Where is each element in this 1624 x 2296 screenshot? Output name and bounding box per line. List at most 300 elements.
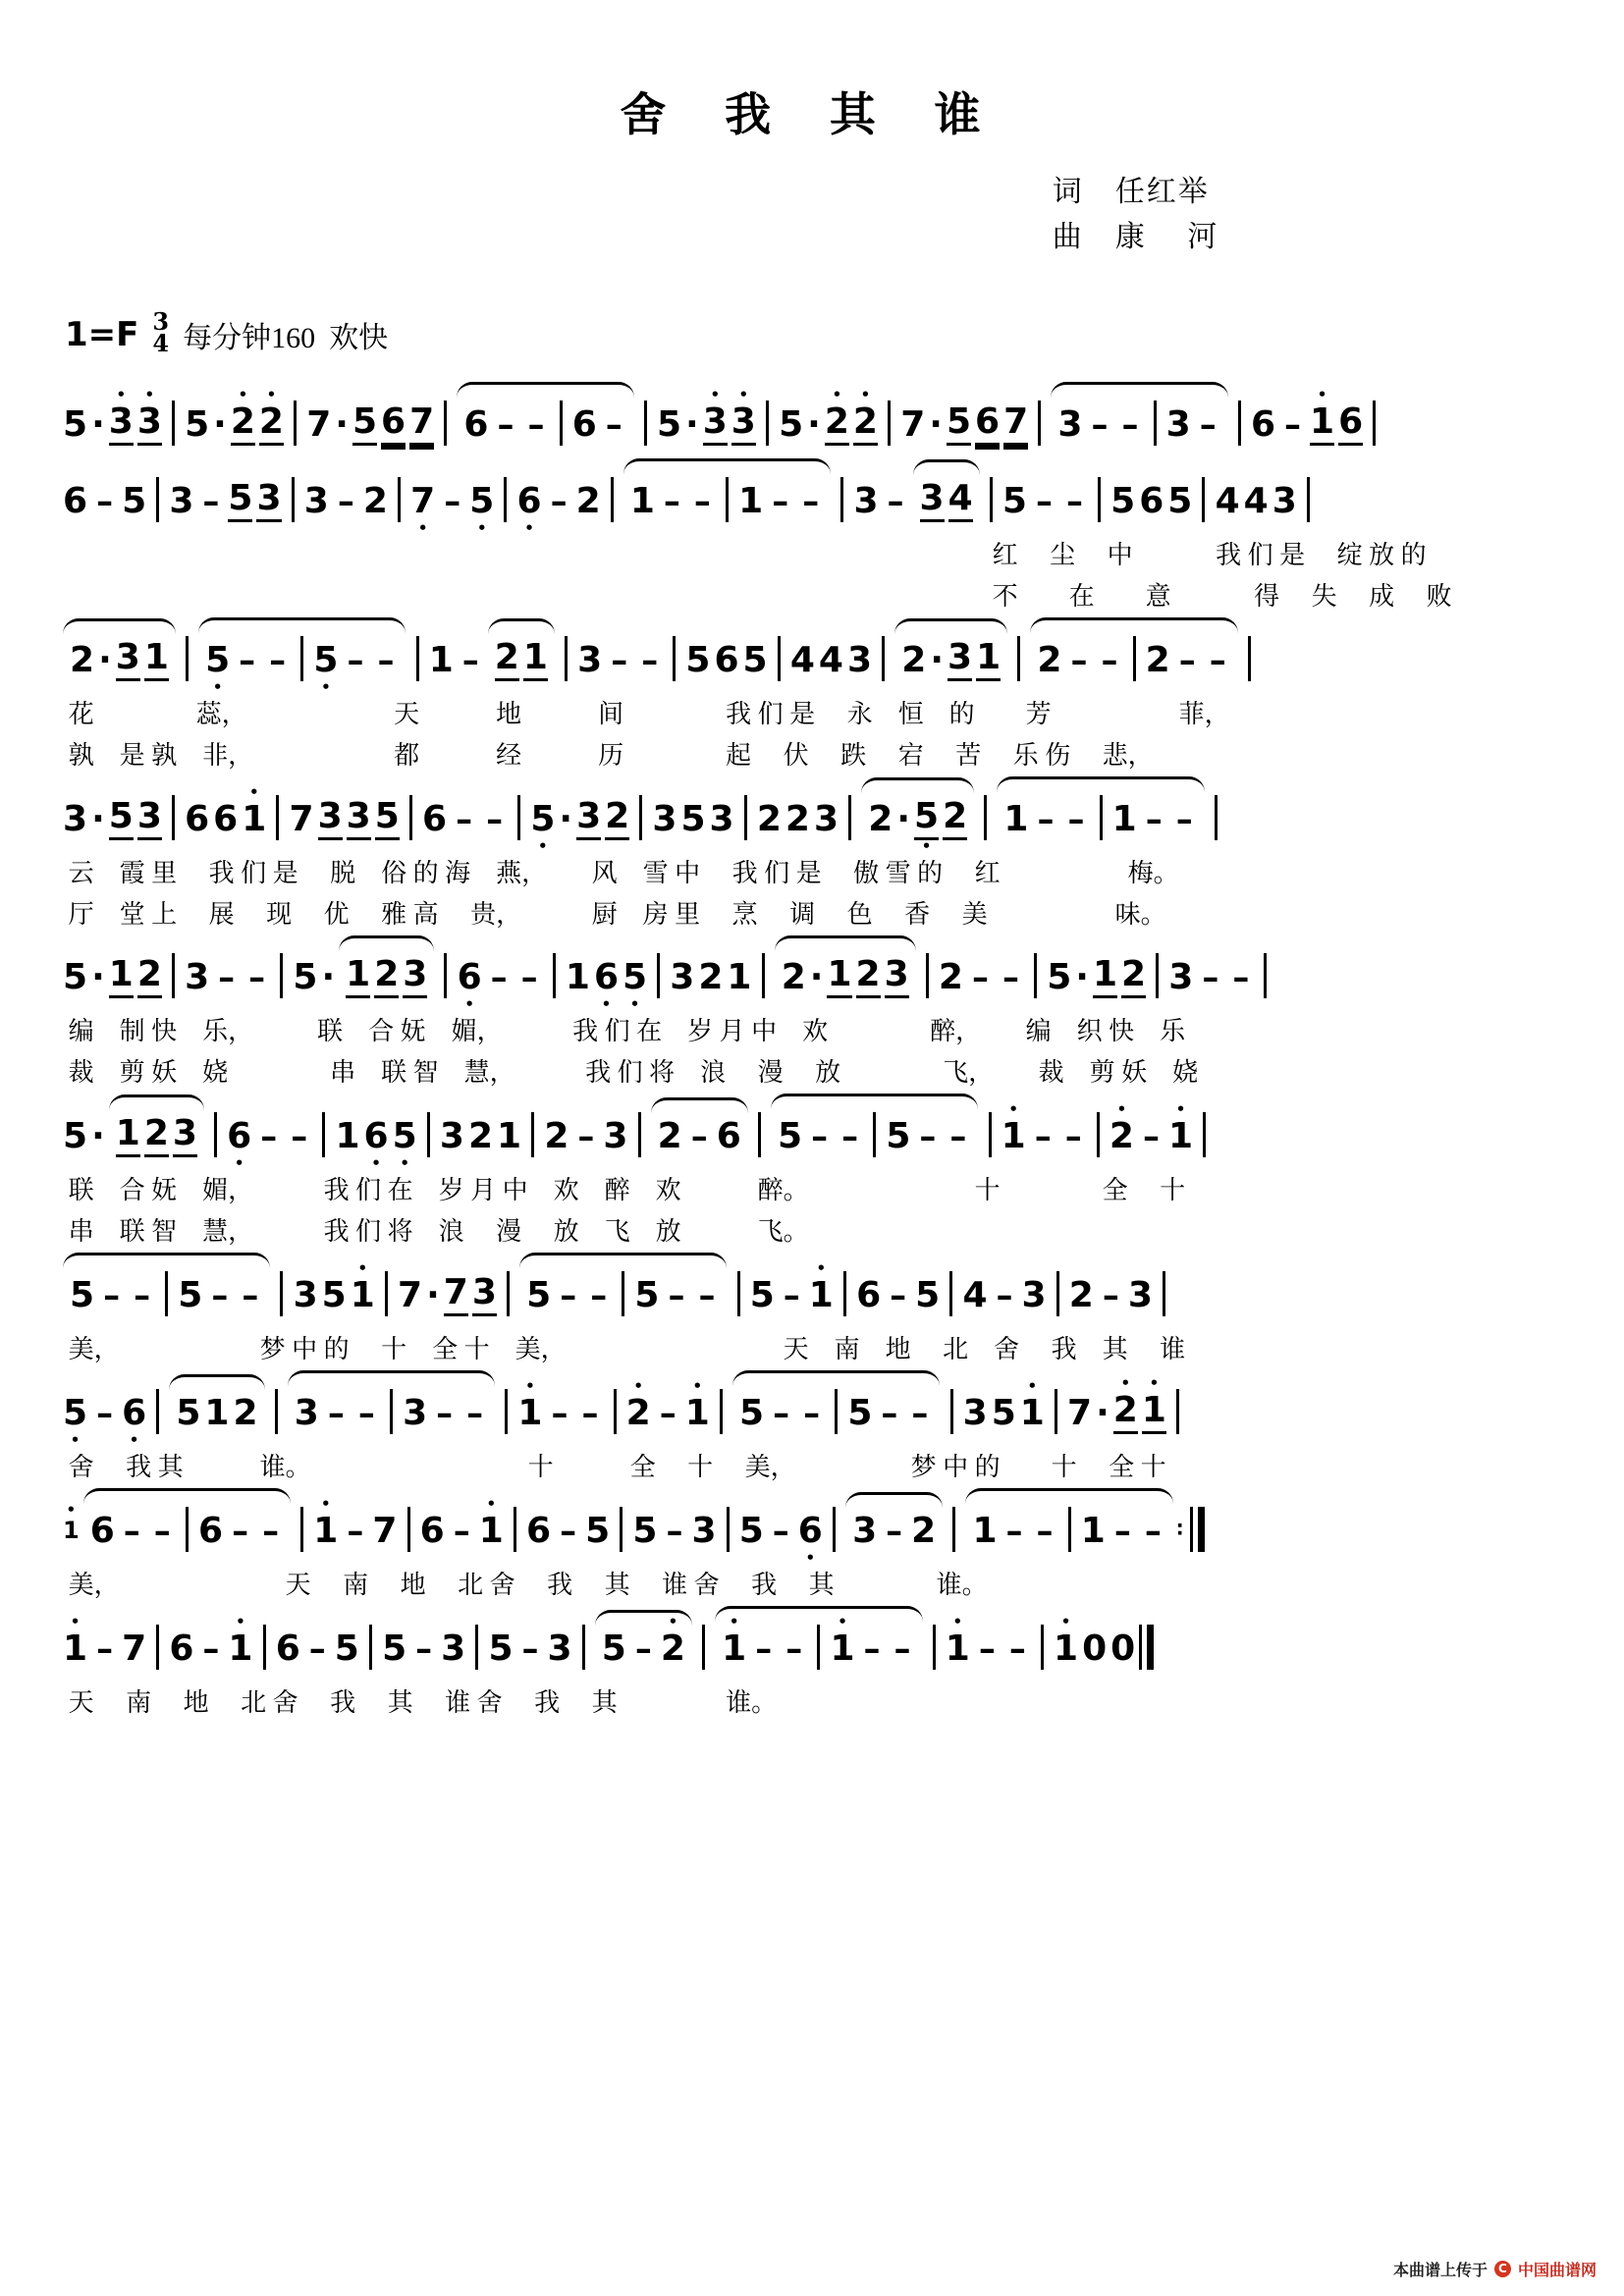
- note: • 2: [853, 389, 878, 458]
- note: 5: [680, 799, 706, 839]
- note: • 1: [478, 1495, 504, 1551]
- note: 2: [575, 481, 601, 521]
- note: 5: [1167, 481, 1193, 521]
- barline: [414, 623, 419, 694]
- barline: [832, 1494, 837, 1565]
- slur: [339, 935, 434, 1011]
- dash: –: [527, 405, 545, 445]
- dash: –: [659, 1394, 677, 1433]
- note: 5: [228, 465, 252, 535]
- barline: [171, 388, 176, 458]
- dash: –: [453, 1512, 470, 1551]
- composer-credit: 曲 康 河: [1052, 221, 1219, 253]
- dash: –: [1064, 1117, 1082, 1156]
- note: 5 •: [469, 481, 495, 537]
- barline: [735, 1258, 740, 1329]
- dash: –: [497, 405, 514, 445]
- note: 5: [656, 404, 682, 445]
- song-title: 舍 我 其 谁: [620, 90, 1004, 141]
- dash: –: [605, 405, 623, 445]
- dash: –: [490, 958, 508, 997]
- note: • 3: [137, 389, 162, 458]
- note: 7: [398, 1275, 423, 1315]
- note: 5: [63, 957, 88, 997]
- lyric-line: 不 在 意 得 失 成 败: [992, 582, 1452, 611]
- time-signature-denominator: 4: [152, 329, 170, 357]
- dash: –: [1005, 1512, 1023, 1551]
- duration-dot: ·: [685, 404, 699, 445]
- notation-line: [61, 617, 1563, 694]
- dash: –: [1037, 800, 1055, 839]
- barline: [948, 1376, 953, 1447]
- slur: [997, 776, 1204, 853]
- barline: [610, 464, 615, 535]
- note: • 1: [830, 1613, 855, 1669]
- barline: [948, 1258, 953, 1329]
- note: 3: [885, 941, 909, 1011]
- slur: [595, 1610, 692, 1682]
- barline: [299, 623, 304, 694]
- note: 5: [109, 783, 134, 853]
- dash: –: [202, 482, 220, 521]
- note: 1: [428, 640, 454, 680]
- final-barline: [1139, 1612, 1154, 1682]
- note: 1: [346, 941, 370, 1011]
- dash: –: [1113, 1512, 1131, 1551]
- slur: [198, 617, 406, 694]
- notation-line: [61, 935, 1563, 1011]
- site-logo-icon: [1494, 2261, 1511, 2277]
- note: 6: [975, 389, 1000, 458]
- barline: [672, 623, 677, 694]
- note: 2: [785, 799, 810, 839]
- note: 3: [137, 783, 162, 853]
- note: 5 •: [623, 957, 648, 1013]
- notation-line: [61, 458, 1563, 535]
- barline: [530, 1099, 535, 1170]
- barline: [619, 1494, 623, 1565]
- barline: [757, 1099, 762, 1170]
- barline: [1054, 1376, 1058, 1447]
- slur: [83, 1488, 291, 1565]
- barline: [506, 1258, 511, 1329]
- slur: [457, 382, 633, 458]
- note: 0: [1082, 1629, 1108, 1669]
- mood-marking: 欢快: [329, 322, 389, 354]
- dash: –: [456, 800, 473, 839]
- dash: –: [890, 1276, 907, 1315]
- note: 5: [749, 1275, 775, 1315]
- note: • 2: [1109, 1100, 1134, 1156]
- note: 2: [1145, 640, 1170, 680]
- note: 5: [63, 404, 88, 445]
- dash: –: [103, 1276, 121, 1315]
- note: 5: [70, 1275, 95, 1315]
- dash: –: [486, 800, 504, 839]
- note: 6: [63, 481, 88, 521]
- dash: –: [560, 1512, 577, 1551]
- dash: –: [1036, 1512, 1054, 1551]
- note: 6: [1139, 481, 1164, 521]
- dash: –: [581, 1394, 599, 1433]
- key-signature: 1=F: [65, 315, 139, 354]
- barline: [1056, 1258, 1060, 1329]
- note: 1: [523, 624, 548, 694]
- note: 6: [571, 404, 597, 445]
- note: 1: [116, 1100, 140, 1170]
- duration-dot: ·: [559, 799, 573, 839]
- lyric-line: 舍 我 其 谁。 十 全 十 美， 梦 中 的 十 全 十: [68, 1453, 1166, 1481]
- lyric-line: 联 合 妩 媚， 我 们 在 岁 月 中 欢 醉 欢 醉。 十 全 十: [68, 1176, 1186, 1204]
- note: 5: [738, 1511, 764, 1551]
- note: 6: [169, 1629, 194, 1669]
- note: 1: [204, 1393, 230, 1433]
- barline: [274, 1376, 279, 1447]
- note: 1: [1111, 799, 1137, 839]
- note: • 2: [625, 1377, 651, 1433]
- dash: –: [337, 482, 354, 521]
- note: 5: [321, 1275, 347, 1315]
- dash: –: [96, 1394, 114, 1433]
- note: 3: [116, 624, 140, 694]
- duration-dot: ·: [930, 640, 945, 680]
- note: 3: [403, 1393, 428, 1433]
- note: 4: [948, 465, 973, 535]
- dash: –: [772, 1512, 789, 1551]
- note: • 1: [1167, 1100, 1194, 1156]
- system: [61, 1370, 1563, 1479]
- barline: [1016, 623, 1021, 694]
- lyric-line: 裁 剪 妖 娆 串 联 智 慧， 我 们 将 浪 漫 放 飞， 裁 剪 妖 娆: [68, 1058, 1199, 1087]
- barline: [725, 464, 730, 535]
- slur: [845, 1492, 943, 1565]
- barline: [621, 1258, 625, 1329]
- barline: [474, 1612, 479, 1682]
- barline: [443, 388, 448, 458]
- barline: [1155, 940, 1160, 1011]
- dash: –: [1101, 641, 1118, 680]
- note: 6: [1338, 389, 1363, 458]
- note: • 3: [109, 389, 134, 458]
- note: 3: [947, 624, 972, 694]
- dash: –: [996, 1276, 1013, 1315]
- note: • 1: [1054, 1613, 1079, 1669]
- note: • 1: [684, 1377, 710, 1433]
- barline: [299, 1494, 304, 1565]
- note: 6: [716, 1116, 741, 1156]
- note: 3: [256, 465, 281, 535]
- dash: –: [949, 1117, 967, 1156]
- barline: [293, 388, 298, 458]
- barline: [155, 1612, 160, 1682]
- duration-dot: ·: [321, 957, 336, 997]
- barline: [839, 464, 844, 535]
- note: 5 •: [392, 1116, 417, 1172]
- dash: –: [919, 1117, 937, 1156]
- barline: [1152, 388, 1157, 458]
- slur: [715, 1606, 922, 1682]
- dash: –: [1144, 1512, 1162, 1551]
- barline: [513, 1494, 517, 1565]
- dash: –: [415, 1629, 433, 1669]
- note: 3: [1165, 404, 1191, 445]
- slur: [965, 1488, 1172, 1565]
- dash: –: [1175, 800, 1193, 839]
- barline: [171, 940, 176, 1011]
- notation-line: [61, 1370, 1563, 1447]
- dash: –: [1202, 958, 1219, 997]
- note: 7 •: [410, 481, 436, 537]
- note: 2: [657, 1116, 682, 1156]
- note: 6: [419, 1511, 445, 1551]
- barline: [1247, 623, 1252, 694]
- barline: [1033, 940, 1038, 1011]
- slur: [63, 618, 176, 694]
- dash: –: [269, 641, 287, 680]
- note: 5: [915, 1275, 941, 1315]
- note: 5: [488, 1629, 514, 1669]
- barline: [408, 782, 413, 853]
- dash: –: [911, 1394, 929, 1433]
- note: 5: [778, 1116, 803, 1156]
- note: • 2: [1113, 1377, 1138, 1447]
- duration-dot: ·: [896, 799, 911, 839]
- note: 3: [670, 957, 695, 997]
- barline: [932, 1612, 937, 1682]
- note: 5 •: [530, 799, 556, 855]
- note: 5: [632, 1511, 658, 1551]
- note: 2: [1037, 640, 1062, 680]
- dash: –: [1232, 958, 1250, 997]
- barline: [1306, 464, 1311, 535]
- dash: –: [772, 482, 789, 521]
- note: 1: [1003, 799, 1029, 839]
- note: 2: [943, 783, 967, 853]
- watermark-text: 本曲谱上传于: [1392, 2263, 1488, 2279]
- dash: –: [308, 1629, 326, 1669]
- note: 6 •: [797, 1511, 823, 1567]
- note: 3: [709, 799, 734, 839]
- note: 4: [1215, 481, 1240, 521]
- note: 6: [526, 1511, 552, 1551]
- notation-line: [61, 776, 1563, 853]
- dash: –: [1199, 405, 1217, 445]
- barline: [552, 940, 557, 1011]
- slur: [169, 1374, 264, 1447]
- dash: –: [550, 482, 568, 521]
- time-signature: [152, 307, 170, 357]
- note: 1: [972, 1511, 998, 1551]
- note: 2: [144, 1100, 169, 1170]
- note: 2: [868, 799, 893, 839]
- note: 5: [847, 1393, 873, 1433]
- dash: –: [377, 641, 395, 680]
- lyric-line: 美， 梦 中 的 十 全 十 美， 天 南 地 北 舍 我 其 谁: [68, 1335, 1186, 1363]
- barline: [516, 782, 521, 853]
- barline: [834, 1376, 839, 1447]
- dash: –: [202, 1629, 220, 1669]
- note: • 1: [1019, 1377, 1045, 1433]
- note: • 2: [825, 389, 849, 458]
- barline: [951, 1494, 956, 1565]
- note: 6: [463, 404, 489, 445]
- note: 6: [381, 389, 406, 458]
- system: [61, 382, 1563, 458]
- note: 3: [846, 640, 873, 680]
- note: 1: [727, 957, 752, 997]
- barline: [987, 1099, 992, 1170]
- barline: [443, 940, 448, 1011]
- duration-dot: ·: [91, 1116, 105, 1156]
- note: 5: [634, 1275, 660, 1315]
- note: 1: [827, 941, 851, 1011]
- note: 5: [176, 1393, 201, 1433]
- note: 5 •: [313, 640, 339, 696]
- dash: –: [242, 1276, 259, 1315]
- note: 3: [1127, 1275, 1153, 1315]
- barline: [1162, 1258, 1166, 1329]
- dash: –: [803, 1394, 821, 1433]
- dash: –: [211, 1276, 229, 1315]
- barline: [171, 782, 176, 853]
- note: 5: [352, 389, 377, 458]
- dash: –: [785, 1629, 803, 1669]
- barline: [777, 623, 782, 694]
- note: 3: [920, 465, 945, 535]
- dash: –: [239, 641, 256, 680]
- note: • 1: [228, 1613, 253, 1669]
- barline: [397, 464, 402, 535]
- barline: [872, 1099, 877, 1170]
- dash: –: [520, 958, 538, 997]
- note: 1: [1080, 1511, 1106, 1551]
- barline: [719, 1376, 724, 1447]
- dash: –: [693, 482, 711, 521]
- note: 2: [374, 941, 399, 1011]
- dash: –: [663, 482, 680, 521]
- duration-dot: ·: [91, 799, 105, 839]
- note: • 1: [1310, 389, 1334, 458]
- note: 7: [1067, 1393, 1093, 1433]
- barline: [504, 1376, 509, 1447]
- dash: –: [262, 1512, 280, 1551]
- note: 2: [362, 481, 388, 521]
- barline: [1201, 464, 1206, 535]
- note: 7: [1003, 389, 1028, 458]
- lyric-line: 云 霞 里 我 们 是 脱 俗 的 海 燕， 风 雪 中 我 们 是 傲 雪 的 红 梅。: [68, 859, 1179, 887]
- note: 6 •: [593, 957, 619, 1013]
- dash: –: [1145, 800, 1163, 839]
- dash: –: [153, 1512, 171, 1551]
- note: 5: [185, 404, 210, 445]
- note: 1: [335, 1116, 360, 1156]
- dash: –: [887, 482, 904, 521]
- dash: –: [783, 1276, 800, 1315]
- barline: [213, 1099, 218, 1170]
- note: 7: [900, 404, 926, 445]
- duration-dot: ·: [807, 404, 821, 445]
- note: 5: [1001, 481, 1027, 521]
- notation-line: [61, 1253, 1563, 1329]
- barline: [1096, 1099, 1101, 1170]
- dash: –: [1142, 1117, 1160, 1156]
- dash: –: [668, 1276, 685, 1315]
- note: 2: [70, 640, 95, 680]
- dash: –: [1178, 641, 1196, 680]
- note: • 1: [945, 1613, 970, 1669]
- credits-block: [1053, 170, 1563, 260]
- note: 6: [213, 799, 239, 839]
- duration-dot: ·: [213, 404, 227, 445]
- note: 2: [938, 957, 963, 997]
- duration-dot: ·: [91, 957, 105, 997]
- dash: –: [1209, 641, 1226, 680]
- note: 2: [698, 957, 724, 997]
- note: 5: [739, 1393, 765, 1433]
- lyric-line: 花 蕊， 天 地 间 我 们 是 永 恒 的 芳 菲，: [68, 700, 1230, 728]
- slur: [288, 1370, 495, 1447]
- repeat-barline: ∶: [1177, 1494, 1205, 1565]
- dash: –: [1102, 1276, 1119, 1315]
- note: 3: [1021, 1275, 1047, 1315]
- barline: [701, 1612, 706, 1682]
- note: 3: [1057, 404, 1083, 445]
- dash: –: [1034, 1117, 1052, 1156]
- dash: –: [881, 1394, 898, 1433]
- barline: [989, 464, 994, 535]
- dash: –: [291, 1117, 308, 1156]
- note: 6 •: [516, 481, 542, 537]
- note: • 2: [660, 1613, 685, 1669]
- barline: [1097, 464, 1102, 535]
- note: 3: [185, 957, 210, 997]
- note: 3: [1168, 957, 1194, 997]
- note: 1: [497, 1116, 522, 1156]
- dash: –: [521, 1629, 539, 1669]
- dash: –: [357, 1394, 375, 1433]
- note: 3: [962, 1393, 988, 1433]
- note: 3: [652, 799, 677, 839]
- note: 2: [1121, 941, 1146, 1011]
- dash: –: [893, 1629, 911, 1669]
- note: 3: [439, 1116, 464, 1156]
- barline: [887, 388, 892, 458]
- note: 1: [565, 957, 590, 997]
- barline: [743, 782, 748, 853]
- dash: –: [96, 1629, 114, 1669]
- barline: [847, 782, 852, 853]
- note: • 1: [63, 1501, 80, 1544]
- barline: [881, 623, 886, 694]
- note: 3: [547, 1629, 572, 1669]
- note: 6: [275, 1629, 300, 1669]
- dash: –: [978, 1629, 996, 1669]
- note: 5: [375, 783, 400, 853]
- note: 2: [495, 624, 519, 694]
- dash: –: [347, 1512, 364, 1551]
- barline: [842, 1258, 847, 1329]
- note: 5: [382, 1629, 407, 1669]
- system: [61, 1606, 1563, 1715]
- barline: [612, 1376, 617, 1447]
- note: 2: [911, 1511, 937, 1551]
- lyric-line: 编 制 快 乐， 联 合 妩 媚， 我 们 在 岁 月 中 欢 醉， 编 织 快 乐: [68, 1017, 1186, 1045]
- barline: [558, 388, 563, 458]
- dash: –: [698, 1276, 716, 1315]
- note: 3: [853, 481, 879, 521]
- note: 3: [691, 1511, 717, 1551]
- dash: –: [123, 1512, 140, 1551]
